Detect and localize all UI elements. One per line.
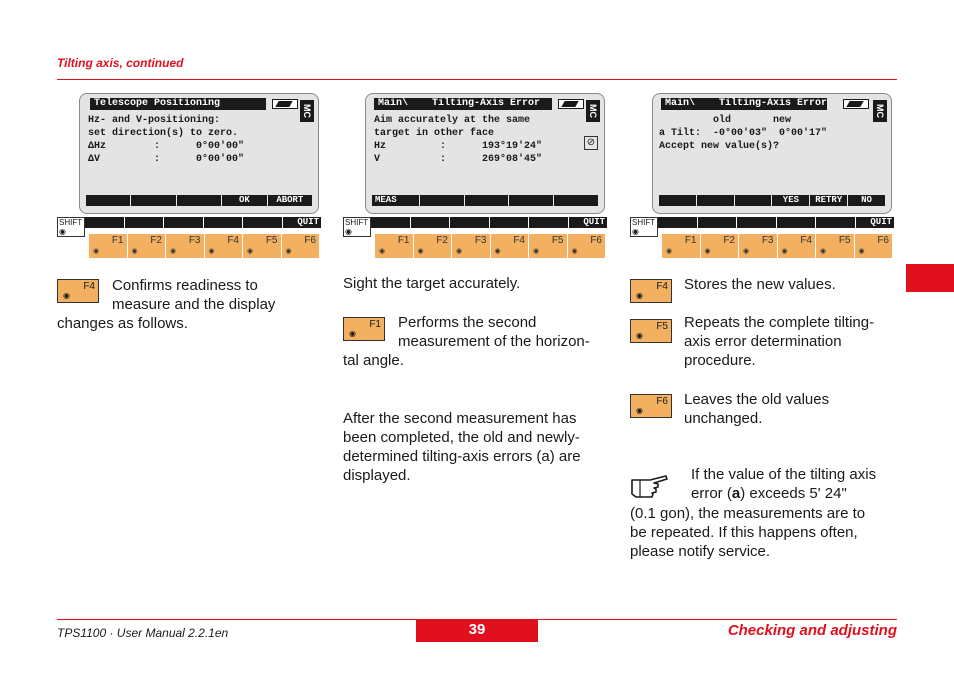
softkey-2[interactable] bbox=[420, 195, 464, 206]
screen-line: Hz : 193°19'24" bbox=[374, 141, 543, 152]
led-icon: ◉ bbox=[636, 406, 643, 415]
led-icon: ◉ bbox=[632, 227, 639, 236]
f6-key[interactable] bbox=[282, 234, 320, 258]
shift-slot bbox=[529, 217, 568, 228]
led-icon: ◉ bbox=[417, 248, 424, 255]
led-icon: ◉ bbox=[345, 227, 352, 236]
softkey-3[interactable] bbox=[735, 195, 772, 206]
mc-icon: MC bbox=[873, 100, 887, 122]
chapter-tab-marker bbox=[906, 264, 954, 292]
manual-version: TPS1100 · User Manual 2.2.1en bbox=[57, 626, 229, 640]
shift-function-bar bbox=[658, 217, 894, 228]
shift-slot bbox=[243, 217, 282, 228]
key-label: F6 bbox=[877, 235, 889, 246]
key-label: F6 bbox=[590, 235, 602, 246]
shift-slot bbox=[371, 217, 410, 228]
led-icon: ◉ bbox=[666, 248, 673, 255]
f1-key[interactable] bbox=[662, 234, 700, 258]
f2-key[interactable] bbox=[701, 234, 739, 258]
f3-key[interactable] bbox=[452, 234, 490, 258]
shift-label: SHIFT bbox=[345, 218, 369, 227]
instrument-screen bbox=[79, 93, 319, 214]
f5-key[interactable] bbox=[529, 234, 567, 258]
key-label: F1 bbox=[397, 235, 410, 246]
screen-line: target in other face bbox=[374, 128, 495, 139]
col2-after-1: After the second measurement has bbox=[343, 410, 577, 427]
note-symbol: a bbox=[731, 485, 741, 502]
screen-line: Aim accurately at the same bbox=[374, 115, 531, 126]
col3-f6-a: Leaves the old values bbox=[684, 391, 830, 408]
col2-after-3: determined tilting-axis errors (a) are bbox=[343, 448, 581, 465]
screen-body bbox=[659, 114, 827, 153]
shift-slot bbox=[85, 217, 124, 228]
f4-key[interactable] bbox=[205, 234, 243, 258]
col3-f6-b: unchanged. bbox=[684, 410, 763, 427]
shift-slot bbox=[450, 217, 489, 228]
led-icon: ◉ bbox=[131, 248, 138, 255]
led-icon: ◉ bbox=[59, 227, 66, 236]
key-label: F4 bbox=[83, 281, 95, 292]
col2-f1-b: measurement of the horizon- bbox=[398, 333, 590, 350]
instrument-screen bbox=[365, 93, 605, 214]
softkey-no[interactable]: NO bbox=[848, 195, 885, 206]
battery-icon bbox=[843, 99, 869, 109]
chapter-title: Checking and adjusting bbox=[727, 622, 897, 639]
key-label: F5 bbox=[265, 235, 278, 246]
screen-line: set direction(s) to zero. bbox=[88, 128, 239, 139]
battery-icon bbox=[272, 99, 298, 109]
instrument-panel-telescope-positioning bbox=[57, 93, 321, 261]
led-icon: ◉ bbox=[285, 248, 292, 255]
key-label: F2 bbox=[150, 235, 162, 246]
screen-line: Hz- and V-positioning: bbox=[88, 115, 221, 126]
screen-line: ΔHz : 0°00'00" bbox=[88, 141, 245, 152]
shift-key[interactable] bbox=[57, 217, 85, 237]
softkey-2[interactable] bbox=[131, 195, 175, 206]
f6-key-icon bbox=[630, 394, 672, 418]
screen-line: ΔV : 0°00'00" bbox=[88, 154, 245, 165]
f1-key[interactable] bbox=[375, 234, 413, 258]
shift-slot bbox=[125, 217, 164, 228]
shift-key[interactable] bbox=[630, 217, 658, 237]
note-line-2 bbox=[691, 484, 847, 503]
f4-key-icon bbox=[630, 279, 672, 303]
led-icon: ◉ bbox=[571, 248, 578, 255]
led-icon: ◉ bbox=[636, 291, 643, 300]
led-icon: ◉ bbox=[247, 248, 254, 255]
col3-f5-a: Repeats the complete tilting- bbox=[684, 314, 875, 331]
softkey-3[interactable] bbox=[177, 195, 221, 206]
compensator-icon: ⊘ bbox=[584, 136, 598, 150]
header-divider bbox=[57, 79, 897, 80]
shift-slot bbox=[164, 217, 203, 228]
quit-label[interactable]: QUIT bbox=[856, 217, 895, 228]
note-text: ) exceeds 5' 24" bbox=[740, 485, 847, 502]
led-icon: ◉ bbox=[170, 248, 177, 255]
softkey-1[interactable] bbox=[86, 195, 130, 206]
col2-f1-a: Performs the second bbox=[398, 314, 537, 331]
led-icon: ◉ bbox=[858, 248, 865, 255]
screen-line: old new bbox=[659, 115, 792, 126]
function-keys bbox=[375, 234, 605, 258]
screen-title: Main\ Tilting-Axis Error bbox=[374, 98, 552, 110]
note-line-4: be repeated. If this happens often, bbox=[630, 524, 858, 541]
key-label: F4 bbox=[227, 235, 239, 246]
softkey-3[interactable] bbox=[465, 195, 509, 206]
led-icon: ◉ bbox=[349, 329, 356, 338]
col2-intro: Sight the target accurately. bbox=[343, 275, 521, 292]
softkey-yes[interactable]: YES bbox=[772, 195, 809, 206]
shift-function-bar bbox=[371, 217, 607, 228]
key-label: F3 bbox=[188, 235, 201, 246]
softkey-5[interactable] bbox=[554, 195, 598, 206]
led-icon: ◉ bbox=[93, 248, 100, 255]
f4-key[interactable] bbox=[778, 234, 816, 258]
softkey-4[interactable] bbox=[509, 195, 553, 206]
col1-text-a: Confirms readiness to bbox=[112, 277, 258, 294]
f4-key-icon bbox=[57, 279, 99, 303]
function-keys bbox=[662, 234, 892, 258]
instrument-panel-accept-values bbox=[630, 93, 894, 261]
shift-slot bbox=[490, 217, 529, 228]
screen-body bbox=[88, 114, 244, 166]
key-label: F5 bbox=[551, 235, 564, 246]
col1-text-b: measure and the display bbox=[112, 296, 276, 313]
led-icon: ◉ bbox=[533, 248, 540, 255]
f5-key-icon bbox=[630, 319, 672, 343]
led-icon: ◉ bbox=[820, 248, 827, 255]
col2-after-2: been completed, the old and newly- bbox=[343, 429, 580, 446]
note-line-5: please notify service. bbox=[630, 543, 771, 560]
shift-slot bbox=[777, 217, 816, 228]
led-icon: ◉ bbox=[379, 248, 386, 255]
f5-key[interactable] bbox=[816, 234, 854, 258]
shift-slot bbox=[204, 217, 243, 228]
key-label: F2 bbox=[436, 235, 448, 246]
note-line-1: If the value of the tilting axis bbox=[691, 466, 877, 483]
note-text: error ( bbox=[691, 485, 732, 502]
col3-f4-text: Stores the new values. bbox=[684, 276, 836, 293]
softkey-bar bbox=[659, 195, 885, 206]
softkey-1[interactable] bbox=[659, 195, 696, 206]
col2-after-4: displayed. bbox=[343, 467, 411, 484]
key-label: F4 bbox=[513, 235, 525, 246]
key-label: F3 bbox=[474, 235, 487, 246]
screen-line: V : 269°08'45" bbox=[374, 154, 543, 165]
instrument-panel-aim-target bbox=[343, 93, 607, 261]
led-icon: ◉ bbox=[63, 291, 70, 300]
softkey-abort[interactable]: ABORT bbox=[268, 195, 312, 206]
shift-label: SHIFT bbox=[59, 218, 83, 227]
f3-key[interactable] bbox=[166, 234, 204, 258]
softkey-bar bbox=[372, 195, 598, 206]
key-label: F1 bbox=[369, 319, 381, 330]
col3-f5-b: axis error determination bbox=[684, 333, 842, 350]
softkey-ok[interactable]: OK bbox=[222, 195, 266, 206]
softkey-bar bbox=[86, 195, 312, 206]
f4-key[interactable] bbox=[491, 234, 529, 258]
battery-icon bbox=[558, 99, 584, 109]
led-icon: ◉ bbox=[743, 248, 750, 255]
shift-slot bbox=[737, 217, 776, 228]
function-keys bbox=[89, 234, 319, 258]
screen-line: a Tilt: -0°00'03" 0°00'17" bbox=[659, 128, 828, 139]
screen-title: Main\ Tilting-Axis Error bbox=[661, 98, 827, 110]
softkey-meas[interactable]: MEAS bbox=[372, 195, 419, 206]
col1-text-c: changes as follows. bbox=[57, 315, 188, 332]
softkey-retry[interactable]: RETRY bbox=[810, 195, 847, 206]
shift-slot bbox=[658, 217, 697, 228]
quit-label[interactable]: QUIT bbox=[283, 217, 322, 228]
quit-label[interactable]: QUIT bbox=[569, 217, 608, 228]
pointing-hand-icon bbox=[630, 470, 668, 498]
key-label: F6 bbox=[656, 396, 668, 407]
key-label: F2 bbox=[723, 235, 735, 246]
shift-slot bbox=[411, 217, 450, 228]
f1-key-icon bbox=[343, 317, 385, 341]
mc-icon: MC bbox=[300, 100, 314, 122]
col2-f1-c: tal angle. bbox=[343, 352, 404, 369]
shift-label: SHIFT bbox=[632, 218, 656, 227]
led-icon: ◉ bbox=[208, 248, 215, 255]
shift-key[interactable] bbox=[343, 217, 371, 237]
f2-key[interactable] bbox=[128, 234, 166, 258]
page-number: 39 bbox=[416, 620, 538, 642]
note-line-3: (0.1 gon), the measurements are to bbox=[630, 505, 866, 522]
shift-slot bbox=[698, 217, 737, 228]
f5-key[interactable] bbox=[243, 234, 281, 258]
led-icon: ◉ bbox=[456, 248, 463, 255]
led-icon: ◉ bbox=[494, 248, 501, 255]
softkey-2[interactable] bbox=[697, 195, 734, 206]
key-label: F5 bbox=[656, 321, 668, 332]
key-label: F4 bbox=[800, 235, 812, 246]
key-label: F1 bbox=[111, 235, 124, 246]
shift-function-bar bbox=[85, 217, 321, 228]
key-label: F1 bbox=[684, 235, 697, 246]
f1-key[interactable] bbox=[89, 234, 127, 258]
shift-slot bbox=[816, 217, 855, 228]
led-icon: ◉ bbox=[636, 331, 643, 340]
screen-title: Telescope Positioning bbox=[90, 98, 266, 110]
f3-key[interactable] bbox=[739, 234, 777, 258]
led-icon: ◉ bbox=[704, 248, 711, 255]
screen-body bbox=[374, 114, 542, 166]
key-label: F6 bbox=[304, 235, 316, 246]
f2-key[interactable] bbox=[414, 234, 452, 258]
led-icon: ◉ bbox=[781, 248, 788, 255]
key-label: F4 bbox=[656, 281, 668, 292]
f6-key[interactable] bbox=[568, 234, 606, 258]
key-label: F5 bbox=[838, 235, 851, 246]
col3-f5-c: procedure. bbox=[684, 352, 756, 369]
section-header-title: Tilting axis, continued bbox=[57, 56, 184, 70]
mc-icon: MC bbox=[586, 100, 600, 122]
f6-key[interactable] bbox=[855, 234, 893, 258]
screen-line: Accept new value(s)? bbox=[659, 141, 780, 152]
instrument-screen bbox=[652, 93, 892, 214]
key-label: F3 bbox=[761, 235, 774, 246]
